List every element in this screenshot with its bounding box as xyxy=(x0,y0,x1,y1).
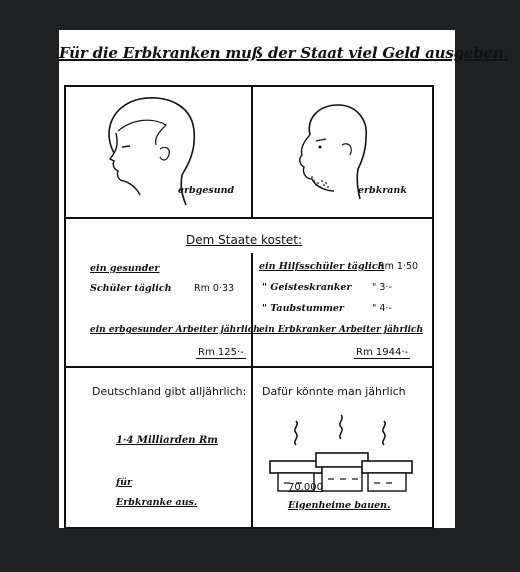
caption-diseased: erbkrank xyxy=(358,185,407,196)
poster-frame xyxy=(64,85,434,529)
divider-vertical-top xyxy=(251,87,253,217)
mentally-ill-label: " Geisteskranker xyxy=(262,282,352,293)
divider-bottom xyxy=(66,366,432,368)
poster-title: Für die Erbkranken muß der Staat viel Geld ausgeben. xyxy=(59,44,509,62)
poster xyxy=(59,30,509,528)
healthy-line1: ein gesunder xyxy=(90,263,160,274)
aux-pupil-value: Rm 1·50 xyxy=(378,261,419,272)
diseased-yearly-label: ein Erbkranker Arbeiter jährlich xyxy=(259,325,424,335)
homes-count: 70.000 xyxy=(288,482,323,493)
cost-heading: Dem Staate kostet: xyxy=(186,233,303,247)
aux-pupil-label: ein Hilfsschüler täglich xyxy=(259,261,385,272)
for-label: für xyxy=(116,477,132,488)
deaf-mute-value: " 4·- xyxy=(372,303,392,314)
mentally-ill-value: " 3·- xyxy=(372,282,392,293)
healthy-yearly-label: ein erbgesunder Arbeiter jährlich xyxy=(90,325,260,335)
healthy-yearly-value: Rm 125·- xyxy=(198,347,244,358)
healthy-daily-value: Rm 0·33 xyxy=(194,283,235,294)
caption-healthy: erbgesund xyxy=(178,185,235,196)
divider-vertical-lower xyxy=(251,253,253,527)
diseased-yearly-value: Rm 1944·- xyxy=(356,347,409,358)
germany-heading: Deutschland gibt alljährlich: xyxy=(92,385,247,398)
build-homes-label: Eigenheime bauen. xyxy=(288,500,391,511)
hereditarily-ill-label: Erbkranke aus. xyxy=(116,497,198,508)
deaf-mute-label: " Taubstummer xyxy=(262,303,344,314)
divider-top xyxy=(66,217,432,219)
billions-amount: 1·4 Milliarden Rm xyxy=(116,435,218,446)
instead-heading: Dafür könnte man jährlich xyxy=(262,385,406,398)
healthy-daily-label: Schüler täglich xyxy=(90,283,172,294)
